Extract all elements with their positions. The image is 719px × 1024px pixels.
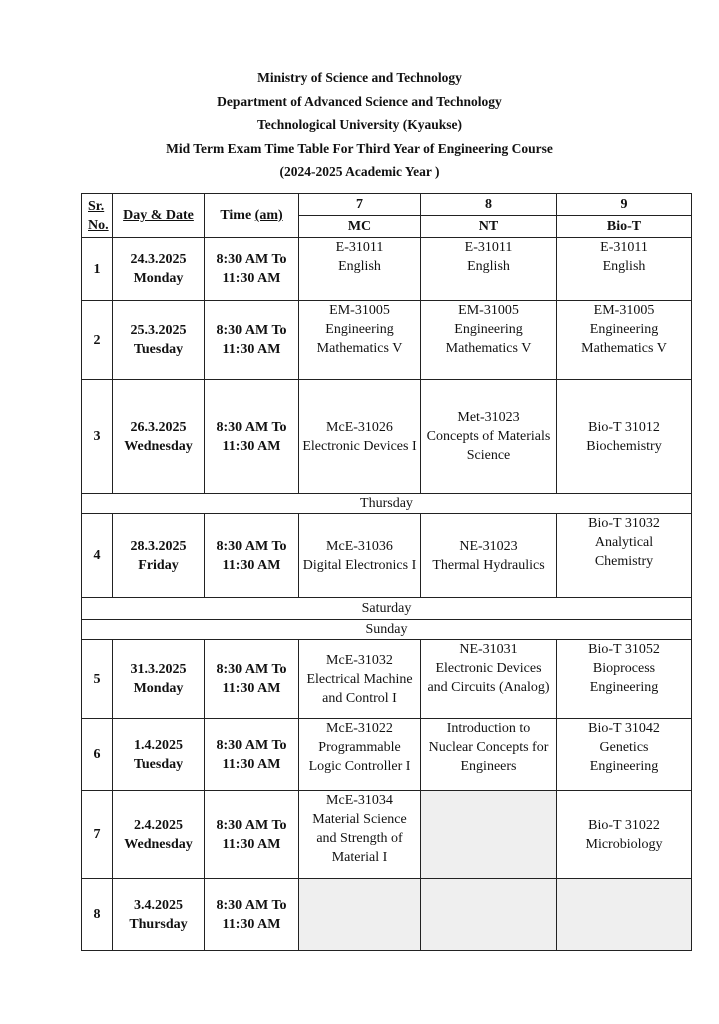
row-date: 24.3.2025 Monday bbox=[113, 238, 205, 301]
document-heading bbox=[0, 66, 719, 184]
row-bio-subject: E-31011 English bbox=[557, 238, 692, 301]
ministry-title: Ministry of Science and Technology bbox=[257, 70, 462, 85]
row-sr: 2 bbox=[82, 301, 113, 380]
timetable-title: Mid Term Exam Time Table For Third Year of Engineering Course bbox=[166, 140, 553, 156]
row-time: 8:30 AM To 11:30 AM bbox=[205, 238, 299, 301]
header-day-date: Day & Date bbox=[113, 194, 205, 238]
row-mc-subject: McE-31034 Material Science and Strength of Material I bbox=[299, 791, 421, 879]
row-date: 28.3.2025 Friday bbox=[113, 514, 205, 598]
row-date: 2.4.2025 Wednesday bbox=[113, 791, 205, 879]
row-sr: 3 bbox=[82, 380, 113, 494]
header-sr-no: Sr. No. bbox=[82, 194, 113, 238]
row-nt-subject: Introduction to Nuclear Concepts for Engineers bbox=[421, 719, 557, 791]
department-title: Department of Advanced Science and Technology bbox=[217, 93, 502, 109]
row-nt-subject: NE-31023 Thermal Hydraulics bbox=[421, 514, 557, 598]
holiday-saturday: Saturday bbox=[82, 598, 692, 620]
row-sr: 8 bbox=[82, 879, 113, 951]
row-mc-subject-empty bbox=[299, 879, 421, 951]
row-nt-subject-empty bbox=[421, 791, 557, 879]
row-time: 8:30 AM To 11:30 AM bbox=[205, 380, 299, 494]
row-mc-subject: EM-31005 Engineering Mathematics V bbox=[299, 301, 421, 380]
row-mc-subject: McE-31022 Programmable Logic Controller I bbox=[299, 719, 421, 791]
table-row bbox=[82, 301, 692, 380]
row-mc-subject: McE-31036 Digital Electronics I bbox=[299, 514, 421, 598]
holiday-sunday: Sunday bbox=[82, 620, 692, 640]
holiday-row bbox=[82, 494, 692, 514]
row-nt-subject: E-31011 English bbox=[421, 238, 557, 301]
row-time: 8:30 AM To 11:30 AM bbox=[205, 791, 299, 879]
cut-off-course-code bbox=[423, 719, 554, 720]
table-row bbox=[82, 640, 692, 719]
row-time: 8:30 AM To 11:30 AM bbox=[205, 514, 299, 598]
academic-year: (2024-2025 Academic Year ) bbox=[279, 164, 440, 180]
row-time: 8:30 AM To 11:30 AM bbox=[205, 301, 299, 380]
row-date: 3.4.2025 Thursday bbox=[113, 879, 205, 951]
row-sr: 4 bbox=[82, 514, 113, 598]
row-nt-subject: Met-31023 Concepts of Materials Science bbox=[421, 380, 557, 494]
header-col-nt: NT bbox=[421, 216, 557, 238]
header-col-bio: Bio-T bbox=[557, 216, 692, 238]
header-col-num-nt: 8 bbox=[421, 194, 557, 216]
holiday-row bbox=[82, 620, 692, 640]
header-col-num-bio: 9 bbox=[557, 194, 692, 216]
row-bio-subject: Bio-T 31052 Bioprocess Engineering bbox=[557, 640, 692, 719]
row-sr: 7 bbox=[82, 791, 113, 879]
header-col-num-mc: 7 bbox=[299, 194, 421, 216]
row-mc-subject: E-31011 English bbox=[299, 238, 421, 301]
table-row bbox=[82, 719, 692, 791]
row-nt-subject: EM-31005 Engineering Mathematics V bbox=[421, 301, 557, 380]
row-sr: 6 bbox=[82, 719, 113, 791]
row-date: 26.3.2025 Wednesday bbox=[113, 380, 205, 494]
table-row bbox=[82, 380, 692, 494]
row-mc-subject: McE-31032 Electrical Machine and Control I bbox=[299, 640, 421, 719]
row-date: 31.3.2025 Monday bbox=[113, 640, 205, 719]
row-time: 8:30 AM To 11:30 AM bbox=[205, 640, 299, 719]
table-row bbox=[82, 791, 692, 879]
row-bio-subject: EM-31005 Engineering Mathematics V bbox=[557, 301, 692, 380]
header-col-mc: MC bbox=[299, 216, 421, 238]
row-nt-subject: NE-31031 Electronic Devices and Circuits (Analog) bbox=[421, 640, 557, 719]
header-time: Time (am) bbox=[205, 194, 299, 238]
row-time: 8:30 AM To 11:30 AM bbox=[205, 879, 299, 951]
row-bio-subject: Bio-T 31042 Genetics Engineering bbox=[557, 719, 692, 791]
row-mc-subject: McE-31026 Electronic Devices I bbox=[299, 380, 421, 494]
holiday-thursday: Thursday bbox=[82, 494, 692, 514]
exam-timetable bbox=[81, 193, 692, 951]
table-row bbox=[82, 238, 692, 301]
row-sr: 5 bbox=[82, 640, 113, 719]
row-bio-subject: Bio-T 31012 Biochemistry bbox=[557, 380, 692, 494]
table-row bbox=[82, 514, 692, 598]
row-nt-subject-empty bbox=[421, 879, 557, 951]
row-date: 1.4.2025 Tuesday bbox=[113, 719, 205, 791]
row-sr: 1 bbox=[82, 238, 113, 301]
row-time: 8:30 AM To 11:30 AM bbox=[205, 719, 299, 791]
row-bio-subject: Bio-T 31032 Analytical Chemistry bbox=[557, 514, 692, 598]
row-bio-subject: Bio-T 31022 Microbiology bbox=[557, 791, 692, 879]
university-title: Technological University (Kyaukse) bbox=[256, 117, 462, 133]
holiday-row bbox=[82, 598, 692, 620]
table-row bbox=[82, 879, 692, 951]
row-date: 25.3.2025 Tuesday bbox=[113, 301, 205, 380]
row-bio-subject-empty bbox=[557, 879, 692, 951]
